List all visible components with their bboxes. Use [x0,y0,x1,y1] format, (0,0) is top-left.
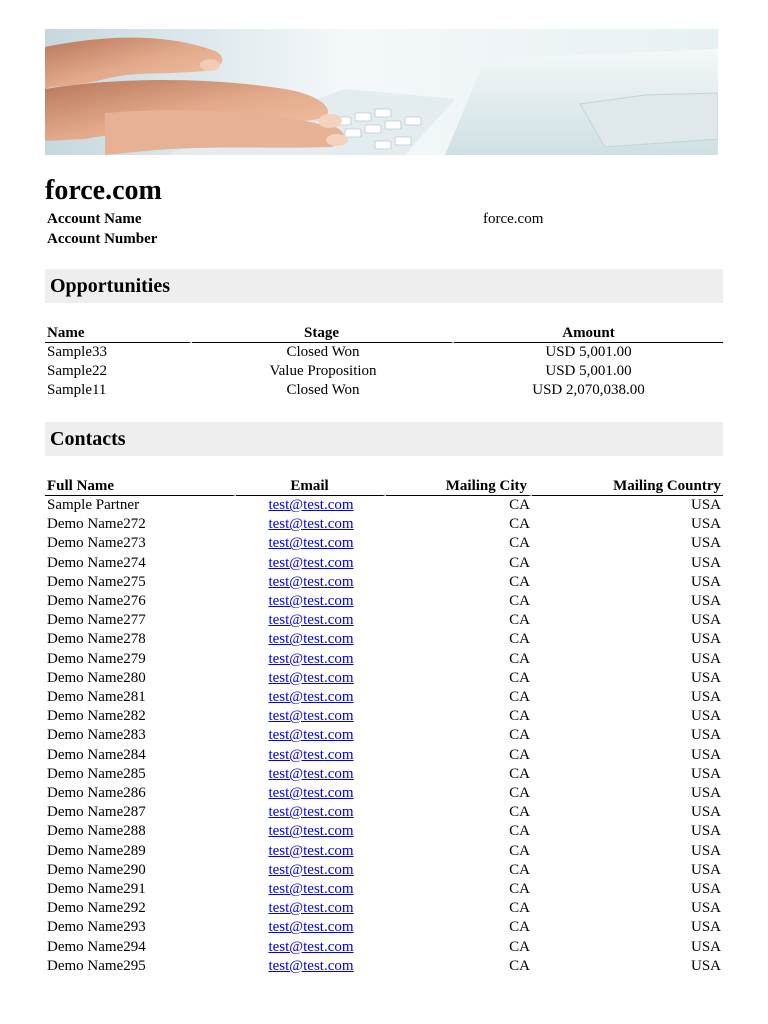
contact-email-cell [236,957,386,976]
contact-email-link[interactable]: test@test.com [268,785,354,802]
contact-mailing-country: USA [690,881,721,898]
contact-mailing-country: USA [690,823,721,840]
table-row [45,746,723,765]
contact-full-name: Demo Name272 [47,516,146,533]
table-row [45,861,723,880]
contact-email-link[interactable]: test@test.com [268,881,354,898]
contact-mailing-city: CA [509,516,530,533]
contact-full-name: Demo Name275 [47,573,146,590]
contacts-heading: Contacts [50,428,126,450]
contact-full-name: Demo Name278 [47,631,146,648]
contact-full-name: Demo Name288 [47,823,146,840]
contact-email-cell [236,765,386,784]
contact-mailing-country: USA [690,708,721,725]
contact-mailing-city: CA [509,861,530,878]
contact-full-name: Demo Name280 [47,669,146,686]
contact-email-link[interactable]: test@test.com [268,727,354,744]
contact-mailing-country: USA [690,919,721,936]
table-row [45,534,723,553]
hands-on-keyboard-banner [45,29,718,155]
account-name-value: force.com [483,211,544,227]
table-row [45,573,723,592]
contact-email-link[interactable]: test@test.com [268,861,354,878]
contact-mailing-country: USA [690,746,721,763]
table-row [45,592,723,611]
contact-email-cell [236,880,386,899]
contact-full-name: Demo Name294 [47,938,146,955]
opportunity-name: Sample22 [47,363,107,380]
contact-full-name: Demo Name295 [47,957,146,974]
contact-email-link[interactable]: test@test.com [268,554,354,571]
contact-mailing-country: USA [690,669,721,686]
column-header-amount: Amount [454,325,723,343]
contact-mailing-country: USA [690,842,721,859]
contact-mailing-city: CA [509,746,530,763]
contact-email-cell [236,726,386,745]
table-row [45,707,723,726]
contact-email-cell [236,688,386,707]
contact-email-cell [236,918,386,937]
column-header-stage: Stage [192,325,454,343]
contact-mailing-country: USA [690,765,721,782]
contact-mailing-country: USA [690,573,721,590]
table-row [45,822,723,841]
contact-full-name: Sample Partner [47,497,140,513]
contact-email-link[interactable]: test@test.com [268,593,354,610]
contact-full-name: Demo Name286 [47,785,146,802]
table-row [45,918,723,937]
table-row [45,688,723,707]
table-row [45,554,723,573]
contact-email-cell [236,534,386,553]
contact-email-link[interactable]: test@test.com [268,765,354,782]
contact-mailing-country: USA [690,727,721,744]
opportunities-table [45,325,723,401]
column-header-mailing-city: Mailing City [386,478,532,496]
contact-email-link[interactable]: test@test.com [268,919,354,936]
contacts-header-row [45,478,723,496]
opportunities-section-header [45,269,723,303]
contact-mailing-city: CA [509,957,530,974]
contact-mailing-country: USA [690,497,721,513]
contact-email-link[interactable]: test@test.com [268,900,354,917]
contact-email-link[interactable]: test@test.com [268,842,354,859]
table-row [45,957,723,976]
contact-email-cell [236,669,386,688]
table-row [45,381,723,400]
contact-mailing-city: CA [509,689,530,706]
contact-email-link[interactable]: test@test.com [268,804,354,821]
contact-full-name: Demo Name282 [47,708,146,725]
contact-mailing-city: CA [509,727,530,744]
contact-mailing-city: CA [509,497,530,513]
table-row [45,842,723,861]
table-row [45,938,723,957]
contact-full-name: Demo Name285 [47,765,146,782]
table-row [45,669,723,688]
contact-mailing-country: USA [690,938,721,955]
contact-mailing-country: USA [690,689,721,706]
contact-mailing-city: CA [509,881,530,898]
contact-mailing-country: USA [690,631,721,648]
contact-mailing-country: USA [690,804,721,821]
contact-email-cell [236,784,386,803]
contact-mailing-country: USA [690,516,721,533]
contact-full-name: Demo Name289 [47,842,146,859]
contact-full-name: Demo Name291 [47,881,146,898]
contact-email-cell [236,707,386,726]
contact-email-link[interactable]: test@test.com [268,708,354,725]
contact-mailing-city: CA [509,804,530,821]
contact-email-link[interactable]: test@test.com [268,746,354,763]
table-row [45,630,723,649]
contact-mailing-country: USA [690,785,721,802]
contacts-section-header [45,422,723,456]
contact-email-link[interactable]: test@test.com [268,573,354,590]
table-row [45,496,723,515]
contact-mailing-country: USA [690,900,721,917]
contact-email-cell [236,803,386,822]
account-number-label: Account Number [47,231,158,247]
contact-email-cell [236,630,386,649]
contact-email-link[interactable]: test@test.com [268,612,354,629]
contact-full-name: Demo Name274 [47,554,146,571]
contact-mailing-city: CA [509,919,530,936]
contact-email-cell [236,938,386,957]
contact-full-name: Demo Name290 [47,861,146,878]
account-name-label: Account Name [47,211,142,227]
contact-email-link[interactable]: test@test.com [268,689,354,706]
table-row [45,899,723,918]
contact-mailing-city: CA [509,708,530,725]
contact-email-cell [236,611,386,630]
table-row [45,343,723,362]
table-row [45,515,723,534]
opportunities-header-row [45,325,723,343]
contact-full-name: Demo Name276 [47,593,146,610]
table-row [45,362,723,381]
contact-email-link[interactable]: test@test.com [268,957,354,974]
contact-email-link[interactable]: test@test.com [268,938,354,955]
contact-mailing-city: CA [509,612,530,629]
contact-full-name: Demo Name273 [47,535,146,552]
contact-mailing-city: CA [509,573,530,590]
contact-mailing-city: CA [509,554,530,571]
contact-mailing-country: USA [690,650,721,667]
table-row [45,650,723,669]
account-title: force.com [45,175,162,206]
contact-email-cell [236,592,386,611]
opportunity-stage: Closed Won [286,382,360,399]
contact-mailing-city: CA [509,765,530,782]
opportunity-stage: Closed Won [286,344,360,360]
contact-full-name: Demo Name287 [47,804,146,821]
opportunity-stage: Value Proposition [269,363,377,380]
column-header-email: Email [236,478,386,496]
contact-email-cell [236,650,386,669]
table-row [45,765,723,784]
column-header-name: Name [45,325,192,343]
contact-full-name: Demo Name284 [47,746,146,763]
contact-mailing-city: CA [509,823,530,840]
contact-email-link[interactable]: test@test.com [268,497,354,513]
opportunity-amount: USD 5,001.00 [545,363,632,380]
contact-email-link[interactable]: test@test.com [268,535,354,552]
contacts-table [45,478,723,976]
contact-mailing-city: CA [509,938,530,955]
table-row [45,784,723,803]
opportunity-amount: USD 2,070,038.00 [532,382,645,399]
contact-email-cell [236,842,386,861]
contact-mailing-city: CA [509,650,530,667]
contact-full-name: Demo Name279 [47,650,146,667]
contact-full-name: Demo Name292 [47,900,146,917]
contact-email-cell [236,899,386,918]
opportunity-amount: USD 5,001.00 [545,344,632,360]
table-row [45,611,723,630]
contact-email-cell [236,746,386,765]
contact-mailing-country: USA [690,861,721,878]
contact-mailing-country: USA [690,957,721,974]
contact-email-link[interactable]: test@test.com [268,650,354,667]
contact-email-cell [236,822,386,841]
contact-mailing-city: CA [509,535,530,552]
contact-email-link[interactable]: test@test.com [268,669,354,686]
table-row [45,880,723,899]
contact-mailing-city: CA [509,842,530,859]
column-header-mailing-country: Mailing Country [532,478,723,496]
contact-mailing-city: CA [509,669,530,686]
contact-full-name: Demo Name281 [47,689,146,706]
opportunities-heading: Opportunities [50,275,171,297]
contact-email-link[interactable]: test@test.com [268,631,354,648]
opportunity-name: Sample11 [47,382,107,399]
contact-email-link[interactable]: test@test.com [268,516,354,533]
contact-mailing-country: USA [690,612,721,629]
contact-mailing-city: CA [509,900,530,917]
contact-full-name: Demo Name293 [47,919,146,936]
contact-mailing-country: USA [690,593,721,610]
opportunity-name: Sample33 [47,344,107,360]
table-row [45,803,723,822]
contact-email-cell [236,515,386,534]
contact-email-cell [236,554,386,573]
contact-full-name: Demo Name277 [47,612,146,629]
table-row [45,726,723,745]
contact-mailing-country: USA [690,535,721,552]
column-header-full-name: Full Name [45,478,236,496]
contact-email-link[interactable]: test@test.com [268,823,354,840]
contact-email-cell [236,573,386,592]
contact-mailing-city: CA [509,593,530,610]
contact-email-cell [236,861,386,880]
contact-mailing-country: USA [690,554,721,571]
contact-mailing-city: CA [509,631,530,648]
contact-full-name: Demo Name283 [47,727,146,744]
contact-mailing-city: CA [509,785,530,802]
contact-email-cell [236,496,386,515]
